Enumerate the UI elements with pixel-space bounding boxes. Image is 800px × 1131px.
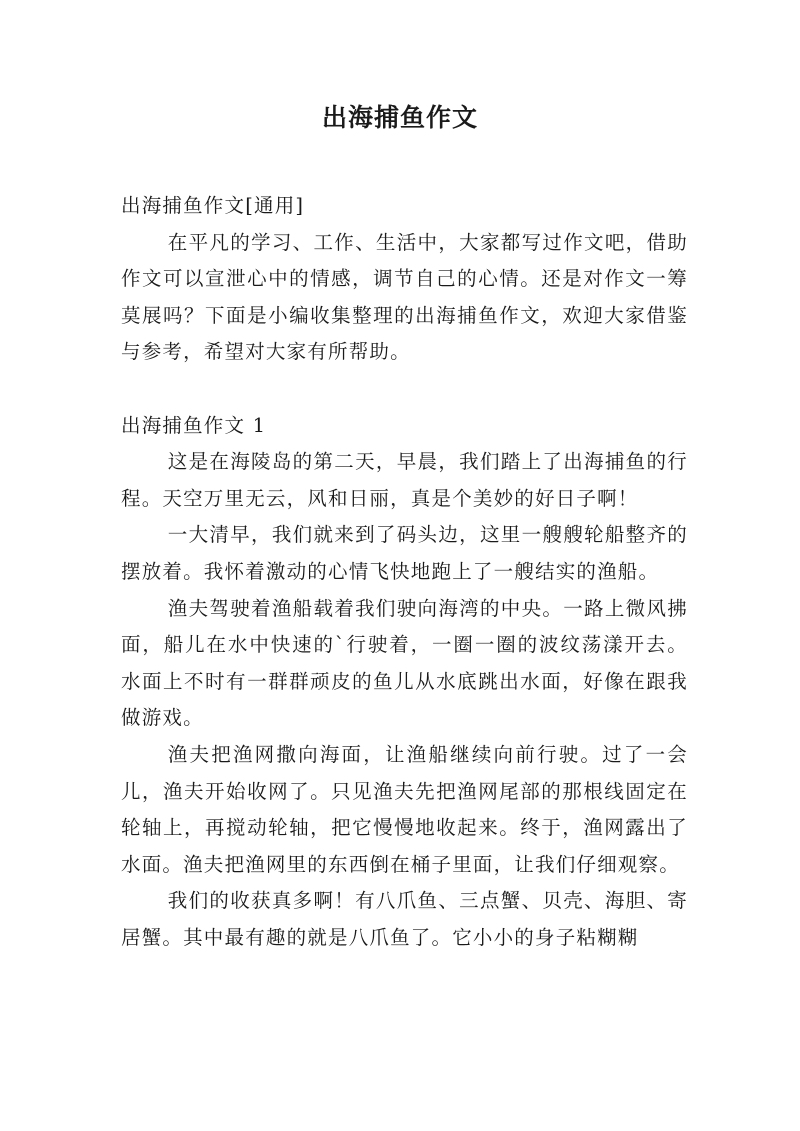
paragraph-4: 渔夫把渔网撒向海面，让渔船继续向前行驶。过了一会儿，渔夫开始收网了。只见渔夫先把渔网尾部的那根线固定在轮轴上，再搅动轮轴，把它慢慢地收起来。终于，渔网露出了水面。渔夫把渔网里的东西倒在桶子里面，让我们仔细观察。: [121, 742, 688, 876]
document-body: [121, 188, 688, 956]
intro-paragraph: 在平凡的学习、工作、生活中，大家都写过作文吧，借助作文可以宣泄心中的情感，调节自己的心情。还是对作文一筹莫展吗？下面是小编收集整理的出海捕鱼作文，欢迎大家借鉴与参考，希望对大家有所帮助。: [121, 230, 688, 364]
section-heading: 出海捕鱼作文 1: [121, 413, 267, 437]
document-subtitle: 出海捕鱼作文[通用]: [121, 194, 305, 217]
paragraph-5: 我们的收获真多啊！有八爪鱼、三点蟹、贝壳、海胆、寄居蟹。其中最有趣的就是八爪鱼了。它小小的身子粘糊糊: [121, 889, 688, 949]
section-spacer: [121, 371, 688, 408]
document-title: 出海捕鱼作文: [321, 103, 478, 132]
paragraph-1: 这是在海陵岛的第二天，早晨，我们踏上了出海捕鱼的行程。天空万里无云，风和日丽，真是个美妙的好日子啊！: [121, 450, 688, 510]
paragraph-3: 渔夫驾驶着渔船载着我们驶向海湾的中央。一路上微风拂面，船儿在水中快速的`行驶着，一圈一圈的波纹荡漾开去。水面上不时有一群群顽皮的鱼儿从水底跳出水面，好像在跟我做游戏。: [121, 596, 688, 730]
paragraph-2: 一大清早，我们就来到了码头边，这里一艘艘轮船整齐的摆放着。我怀着激动的心情飞快地跑上了一艘结实的渔船。: [121, 523, 688, 583]
